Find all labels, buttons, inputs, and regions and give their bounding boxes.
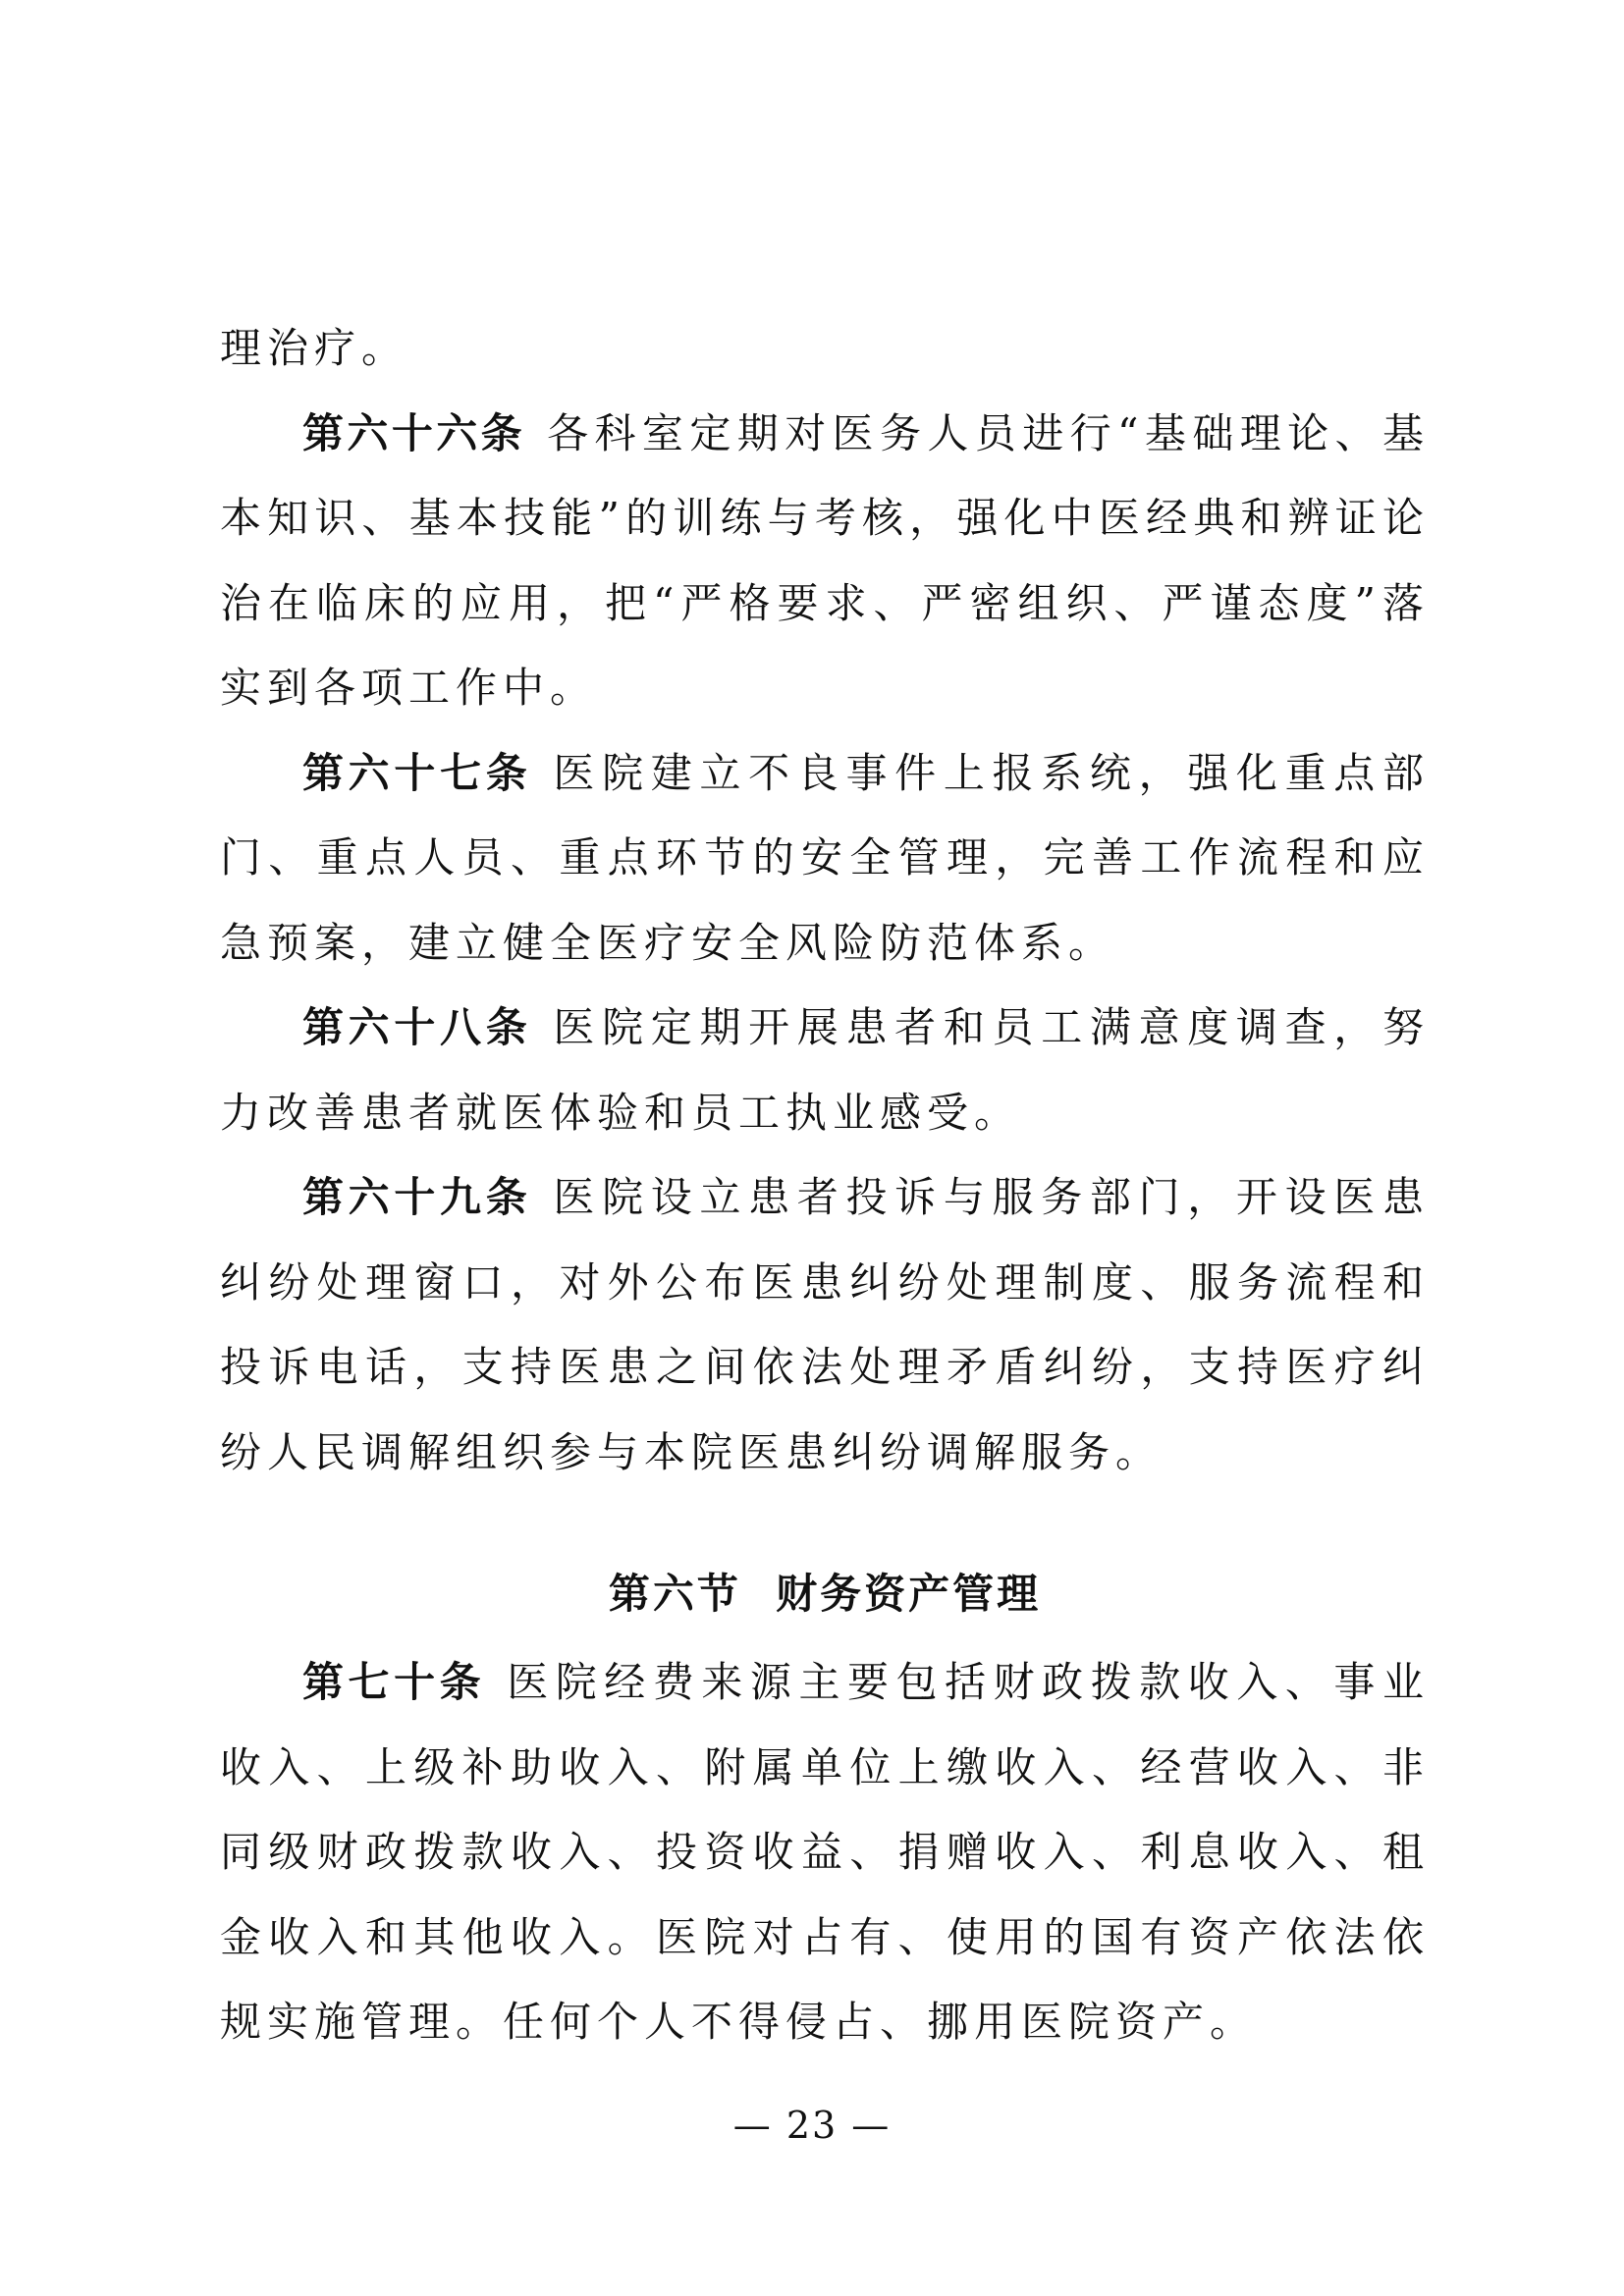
article-text: 医院设立患者投诉与服务部门，开设医患纠纷处理窗口，对外公布医患纠纷处理制度、服务流程和投诉电话，支持医患之间依法处理矛盾纠纷，支持医疗纠纷人民调解组织参与本院医患纠纷调解服务。 [220, 1173, 1430, 1476]
article-number: 第七十条 [302, 1658, 486, 1706]
page-number: — 23 — [732, 2104, 892, 2147]
article-text: 医院经费来源主要包括财政拨款收入、事业收入、上级补助收入、附属单位上缴收入、经营收入、非同级财政拨款收入、投资收益、捐赠收入、利息收入、租金收入和其他收入。医院对占有、使用的国有资产依法依规实施管理。任何个人不得侵占、挪用医院资产。 [220, 1658, 1430, 2046]
article-text: 各科室定期对医务人员进行“基础理论、基本知识、基本技能”的训练与考核，强化中医经典和辨证论治在临床的应用，把“严格要求、严密组织、严谨态度”落实到各项工作中。 [220, 408, 1430, 712]
carryover-paragraph: 理治疗。 [220, 324, 409, 372]
article-68 [220, 986, 1430, 1155]
article-69 [220, 1155, 1430, 1495]
article-number: 第六十六条 [302, 408, 526, 457]
section-title: 第六节 财务资产管理 [608, 1570, 1042, 1618]
article-number: 第六十七条 [302, 748, 532, 797]
article-text: 医院建立不良事件上报系统，强化重点部门、重点人员、重点环节的安全管理，完善工作流程和应急预案，建立健全医疗安全风险防范体系。 [220, 748, 1430, 967]
article-number: 第六十八条 [302, 1003, 532, 1051]
article-number: 第六十九条 [302, 1173, 532, 1221]
article-text: 医院定期开展患者和员工满意度调查，努力改善患者就医体验和员工执业感受。 [220, 1003, 1430, 1137]
article-66 [220, 392, 1430, 731]
document-body [220, 306, 1430, 2065]
article-70 [220, 1640, 1430, 2065]
article-67 [220, 731, 1430, 987]
